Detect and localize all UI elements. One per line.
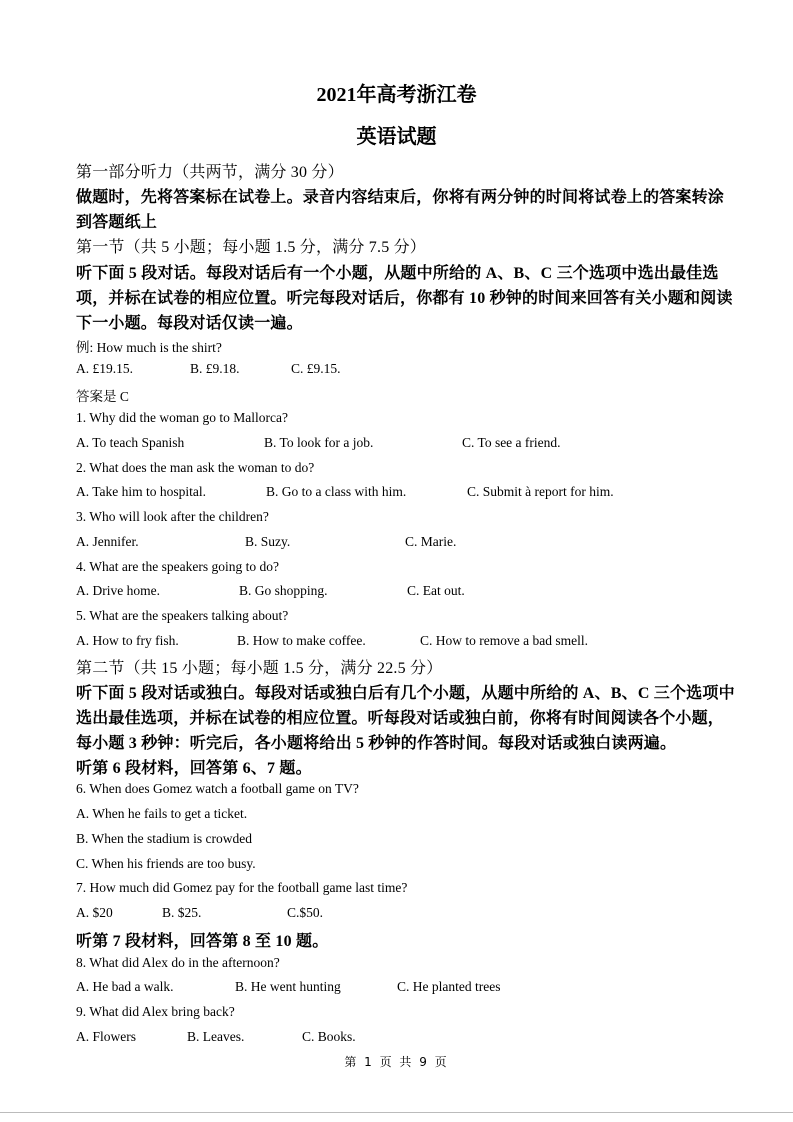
question-5: 5. What are the speakers talking about? [76, 608, 289, 623]
q7-option-b: B. $25. [162, 905, 202, 920]
q2-option-a: A. Take him to hospital. [76, 484, 207, 499]
q9-option-a: A. Flowers [76, 1029, 136, 1044]
exam-title: 2021年高考浙江卷 [316, 84, 477, 106]
q5-option-c: C. How to remove a bad smell. [420, 633, 588, 648]
q3-option-b: B. Suzy. [245, 534, 291, 549]
q2-option-c: C. Submit à report for him. [467, 484, 614, 499]
example-answer: 答案是 C [76, 389, 129, 404]
section1-instruction-line2: 项，并标在试卷的相应位置。听完每段对话后，你都有 10 秒钟的时间来回答有关小题和阅读 [76, 290, 733, 307]
q9-option-c: C. Books. [302, 1029, 356, 1044]
question-2: 2. What does the man ask the woman to do? [76, 460, 315, 475]
q1-option-a: A. To teach Spanish [76, 435, 185, 450]
question-6: 6. When does Gomez watch a football game on TV? [76, 781, 359, 796]
q9-option-b: B. Leaves. [187, 1029, 245, 1044]
example-question: 例: How much is the shirt? [76, 340, 222, 355]
section1-instruction-line1: 听下面 5 段对话。每段对话后有一个小题，从题中所给的 A、B、C 三个选项中选出最佳选 [76, 265, 719, 282]
part1-heading: 第一部分听力（共两节，满分 30 分） [76, 164, 344, 181]
part1-instruction-line1: 做题时，先将答案标在试卷上。录音内容结束后，你将有两分钟的时间将试卷上的答案转涂 [76, 189, 725, 206]
section2-instruction-line3: 每小题 3 秒钟：听完后，各小题将给出 5 秒钟的作答时间。每段对话或独白读两遍。 [76, 735, 677, 752]
q4-option-c: C. Eat out. [407, 583, 465, 598]
q8-option-c: C. He planted trees [397, 979, 501, 994]
material6-heading: 听第 6 段材料，回答第 6、7 题。 [76, 760, 312, 777]
q7-option-a: A. $20 [76, 905, 113, 920]
question-4: 4. What are the speakers going to do? [76, 559, 279, 574]
q1-option-c: C. To see a friend. [462, 435, 561, 450]
section2-heading: 第二节（共 15 小题；每小题 1.5 分，满分 22.5 分） [76, 660, 443, 677]
example-option-c: C. £9.15. [291, 361, 341, 376]
q6-option-b: B. When the stadium is crowded [76, 831, 252, 846]
exam-subtitle: 英语试题 [356, 126, 437, 148]
q1-option-b: B. To look for a job. [264, 435, 374, 450]
section2-instruction-line2: 选出最佳选项，并标在试卷的相应位置。听每段对话或独白前，你将有时间阅读各个小题， [76, 710, 725, 727]
q8-option-a: A. He bad a walk. [76, 979, 174, 994]
q2-option-b: B. Go to a class with him. [266, 484, 407, 499]
question-7: 7. How much did Gomez pay for the football game last time? [76, 880, 408, 895]
q6-option-c: C. When his friends are too busy. [76, 856, 256, 871]
question-1: 1. Why did the woman go to Mallorca? [76, 410, 288, 425]
section1-heading: 第一节（共 5 小题；每小题 1.5 分，满分 7.5 分） [76, 239, 427, 256]
bottom-divider [0, 1112, 793, 1113]
section2-instruction-line1: 听下面 5 段对话或独白。每段对话或独白后有几个小题，从题中所给的 A、B、C 三个选项中 [76, 685, 735, 702]
material7-heading: 听第 7 段材料，回答第 8 至 10 题。 [76, 933, 329, 950]
q5-option-a: A. How to fry fish. [76, 633, 179, 648]
q4-option-b: B. Go shopping. [239, 583, 328, 598]
q3-option-a: A. Jennifer. [76, 534, 139, 549]
q6-option-a: A. When he fails to get a ticket. [76, 806, 248, 821]
q4-option-a: A. Drive home. [76, 583, 160, 598]
q5-option-b: B. How to make coffee. [237, 633, 366, 648]
question-8: 8. What did Alex do in the afternoon? [76, 955, 280, 970]
page-number: 第 1 页 共 9 页 [344, 1055, 449, 1069]
q3-option-c: C. Marie. [405, 534, 457, 549]
question-3: 3. Who will look after the children? [76, 509, 269, 524]
q8-option-b: B. He went hunting [235, 979, 341, 994]
q7-option-c: C.$50. [287, 905, 324, 920]
question-9: 9. What did Alex bring back? [76, 1004, 235, 1019]
section1-instruction-line3: 下一小题。每段对话仅读一遍。 [76, 315, 303, 332]
example-option-a: A. £19.15. [76, 361, 133, 376]
example-option-b: B. £9.18. [190, 361, 240, 376]
part1-instruction-line2: 到答题纸上 [76, 214, 158, 231]
